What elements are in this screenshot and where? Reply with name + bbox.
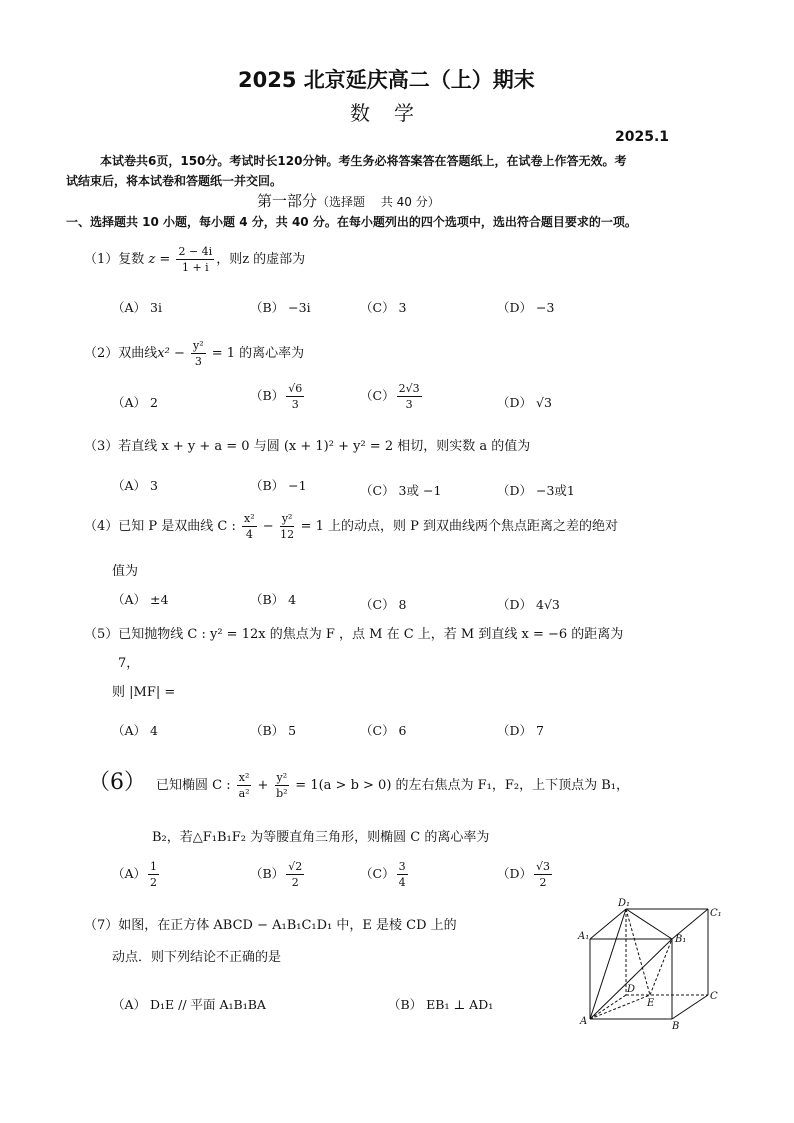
segment-e-b1 [650,939,672,995]
q6-option-b-den: 2 [291,876,299,889]
q7-line-2: 动点．则下列结论不正确的是 [112,950,282,965]
q6-plus: + [253,778,273,793]
q6-number: （6） [88,770,146,795]
q4-frac1-den: 4 [245,528,253,541]
q2-option-b-den: 3 [291,398,299,411]
q4-option-d: （D） 4√3 [497,597,560,612]
q4-minus: − [258,519,278,534]
q6-fraction-1 [237,770,252,801]
question-1 [84,244,305,275]
instructions-line-1: 本试卷共6页，150分。考试时长120分钟。考生务必将答案答在答题纸上，在试卷上作答无效。考 [100,154,627,168]
q2-frac-den: 3 [194,355,202,368]
q1-option-d: （D） −3 [497,300,555,315]
q4-frac1-num: x² [244,512,255,525]
q1-number: （1） [84,252,119,267]
q2-number: （2） [84,346,119,361]
label-d1: D₁ [618,898,631,909]
q4-option-c: （C） 8 [360,597,407,612]
q6-post: = 1(a > b > 0) 的左右焦点为 F₁，F₂，上下顶点为 B₁， [291,778,630,793]
q6-frac1-num: x² [238,771,250,784]
q1-option-b: （B） −3i [250,300,311,315]
q2-post: = 1 的离心率为 [207,346,305,361]
q4-fraction-2 [280,511,295,542]
q6-option-a-label: （A） [112,866,147,881]
q6-option-d-label: （D） [497,866,533,881]
q2-option-a: （A） 2 [112,395,158,410]
label-b: B [672,1021,680,1030]
q4-post: = 1 上的动点，则 P 到双曲线两个焦点距离之差的绝对 [296,519,619,534]
q5-option-b: （B） 5 [250,723,297,738]
part-heading-note: （选择题 共 40 分） [317,195,440,209]
q5-line-2: 7， [118,656,140,671]
label-a: A [580,1016,588,1027]
q6-frac2-den: b² [276,787,288,800]
section-title: 一、选择题共 10 小题，每小题 4 分，共 40 分。在每小题列出的四个选项中，选出符合题目要求的一项。 [66,215,637,229]
q3-option-d: （D） −3或1 [497,483,575,498]
q6-option-c-label: （C） [360,866,395,881]
q7-option-b: （B） EB₁ ⊥ AD₁ [388,997,494,1012]
q6-option-c [360,859,410,890]
q6-option-a-fraction [148,859,159,890]
q1-frac-den: 1 + i [181,261,209,274]
exam-title: 2025 北京延庆高二（上）期末 [238,68,535,92]
cube-figure [572,895,722,1030]
question-5: （5）已知抛物线 C : y² = 12x 的焦点为 F ，点 M 在 C 上，若 M 到直线 x = −6 的距离为 [84,627,624,642]
label-b1: B₁ [675,934,687,945]
q6-pre: 已知椭圆 C : [156,778,235,793]
q6-option-b-label: （B） [250,866,285,881]
q2-fraction [191,338,206,369]
q4-frac2-den: 12 [280,528,295,541]
label-d: D [627,984,636,995]
question-2 [84,338,304,369]
q6-fraction-2 [275,770,290,801]
q6-option-c-den: 4 [398,876,406,889]
q1-eq: = [155,252,175,267]
q2-option-c-fraction [397,381,422,412]
q6-option-c-num: 3 [398,860,406,873]
q4-frac2-num: y² [281,512,293,525]
q2-option-c-num: 2√3 [398,382,420,395]
q1-option-a: （A） 3i [112,300,162,315]
q2-option-d-label: （D） [497,395,533,410]
part-heading [257,190,440,211]
q2-option-b [250,381,306,412]
q2-option-c-label: （C） [360,388,395,403]
q3-option-b: （B） −1 [250,478,307,493]
question-6 [88,765,629,801]
q6-option-a [112,859,161,890]
instructions-line-2: 试结束后，将本试卷和答题纸一并交回。 [66,174,283,188]
q1-var: z [148,252,156,267]
q6-option-b-fraction [286,859,304,890]
q6-frac1-den: a² [238,787,250,800]
exam-date: 2025.1 [615,129,670,145]
segment-a-d1 [590,909,626,1019]
q3-option-c: （C） 3或 −1 [360,483,442,498]
q1-option-c: （C） 3 [360,300,407,315]
q2-option-d-value: √3 [536,395,552,410]
q6-option-b-num: √2 [288,860,303,873]
q2-pre: 双曲线 [118,346,158,361]
q6-option-d-num: √3 [536,860,551,873]
q4-continuation: 值为 [112,564,139,579]
q1-pre: 复数 [118,252,145,267]
q4-pre: 已知 P 是双曲线 C : [118,519,241,534]
label-a1: A₁ [578,931,590,942]
label-c1: C₁ [710,908,722,919]
q7-option-a: （A） D₁E // 平面 A₁B₁BA [112,997,266,1012]
q2-option-c-den: 3 [405,398,413,411]
q6-frac2-num: y² [276,771,288,784]
q5-line-3: 则 |MF| = [112,685,176,700]
q3-option-a: （A） 3 [112,478,158,493]
q1-fraction [176,244,214,275]
edge-b-c [672,995,708,1019]
q1-post: ，则z 的虚部为 [216,252,306,267]
q2-option-c [360,381,424,412]
question-4 [84,511,618,542]
q4-number: （4） [84,519,119,534]
q2-frac-num: y² [193,339,204,352]
q5-option-d: （D） 7 [497,723,544,738]
q4-option-b: （B） 4 [250,592,297,607]
question-3: （3）若直线 x + y + a = 0 与圆 (x + 1)² + y² = 2 相切，则实数 a 的值为 [84,439,531,454]
part-heading-main: 第一部分 [257,192,318,210]
question-7: （7）如图，在正方体 ABCD − A₁B₁C₁D₁ 中，E 是棱 CD 上的 [84,918,457,933]
label-e: E [647,998,655,1009]
q2-option-b-label: （B） [250,388,285,403]
q2-option-b-fraction [286,381,304,412]
q6-option-d-fraction [534,859,552,890]
q4-option-a: （A） ±4 [112,592,169,607]
q2-expr: x² − [157,346,189,361]
q4-fraction-1 [242,511,257,542]
q2-option-b-num: √6 [288,382,303,395]
q6-option-a-num: 1 [150,860,158,873]
q6-option-c-fraction [397,859,408,890]
segment-a-b1 [590,939,672,1019]
q5-option-c: （C） 6 [360,723,407,738]
q6-option-d-den: 2 [539,876,547,889]
q1-frac-num: 2 − 4i [178,245,213,258]
label-c: C [710,991,718,1002]
q2-option-d [497,393,552,411]
q6-option-d [497,859,554,890]
q6-option-a-den: 2 [150,876,158,889]
subject-title: 数 学 [350,101,416,125]
q6-option-b [250,859,306,890]
q5-option-a: （A） 4 [112,723,158,738]
q6-line-2: B₂，若△F₁B₁F₂ 为等腰直角三角形，则椭圆 C 的离心率为 [152,830,490,845]
